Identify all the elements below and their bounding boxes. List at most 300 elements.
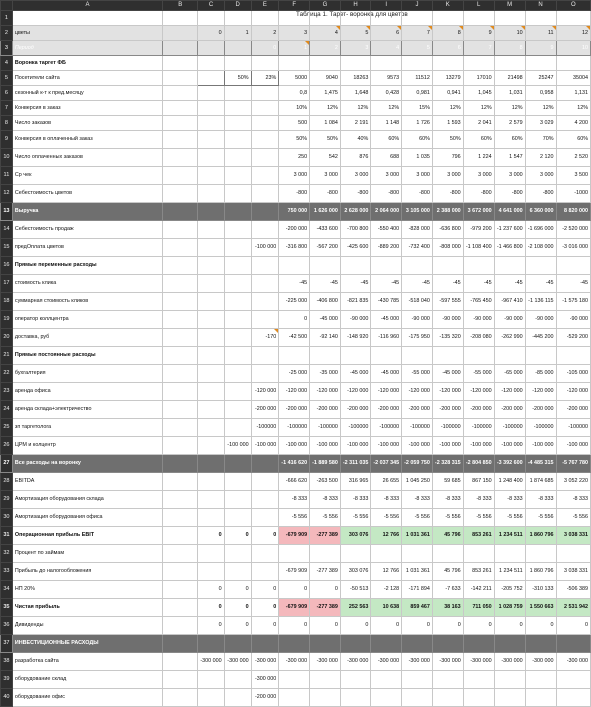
value-cell[interactable]: [163, 563, 198, 581]
value-cell[interactable]: -45: [525, 275, 556, 293]
value-cell[interactable]: -967 410: [494, 293, 525, 311]
value-cell[interactable]: -100 000: [251, 437, 279, 455]
value-cell[interactable]: -679 909: [279, 527, 310, 545]
value-cell[interactable]: -45 000: [310, 311, 341, 329]
value-cell[interactable]: [224, 689, 251, 707]
row-header[interactable]: 14: [1, 221, 13, 239]
value-cell[interactable]: [163, 689, 198, 707]
value-cell[interactable]: [198, 689, 224, 707]
value-cell[interactable]: 8: [432, 26, 463, 41]
value-cell[interactable]: 1: [279, 41, 310, 56]
value-cell[interactable]: -45 000: [371, 365, 402, 383]
value-cell[interactable]: 1 084: [310, 116, 341, 131]
value-cell[interactable]: -5 556: [525, 509, 556, 527]
value-cell[interactable]: 1: [224, 26, 251, 41]
value-cell[interactable]: -2 328 315: [432, 455, 463, 473]
value-cell[interactable]: 0: [224, 527, 251, 545]
row-label-cell[interactable]: ЦРМ и колцентр: [12, 437, 162, 455]
value-cell[interactable]: [163, 311, 198, 329]
value-cell[interactable]: [251, 275, 279, 293]
row-label-cell[interactable]: Прямые постоянные расходы: [12, 347, 162, 365]
value-cell[interactable]: [198, 401, 224, 419]
value-cell[interactable]: -5 556: [494, 509, 525, 527]
value-cell[interactable]: [340, 347, 370, 365]
value-cell[interactable]: [525, 347, 556, 365]
value-cell[interactable]: -200 000: [402, 401, 433, 419]
row-header[interactable]: 5: [1, 71, 13, 86]
value-cell[interactable]: -90 000: [432, 311, 463, 329]
column-header[interactable]: L: [463, 1, 494, 11]
value-cell[interactable]: -518 040: [402, 293, 433, 311]
column-header[interactable]: J: [402, 1, 433, 11]
value-cell[interactable]: [463, 257, 494, 275]
value-cell[interactable]: [163, 329, 198, 347]
value-cell[interactable]: -200 000: [251, 689, 279, 707]
value-cell[interactable]: 4 641 000: [494, 203, 525, 221]
row-label-cell[interactable]: ИНВЕСТИЦИОННЫЕ РАСХОДЫ: [12, 635, 162, 653]
row-header[interactable]: 31: [1, 527, 13, 545]
value-cell[interactable]: [340, 257, 370, 275]
value-cell[interactable]: [198, 11, 224, 26]
value-cell[interactable]: [556, 671, 590, 689]
value-cell[interactable]: [198, 419, 224, 437]
value-cell[interactable]: 45 796: [432, 563, 463, 581]
value-cell[interactable]: 10 638: [371, 599, 402, 617]
row-header[interactable]: 26: [1, 437, 13, 455]
row-label-cell[interactable]: оператор коллцентра: [12, 311, 162, 329]
row-label-cell[interactable]: стоимость клика: [12, 275, 162, 293]
value-cell[interactable]: 0,941: [432, 86, 463, 101]
value-cell[interactable]: -100 000: [371, 437, 402, 455]
value-cell[interactable]: 8: [494, 41, 525, 56]
value-cell[interactable]: [198, 41, 224, 56]
row-header[interactable]: 28: [1, 473, 13, 491]
value-cell[interactable]: -90 000: [340, 311, 370, 329]
value-cell[interactable]: [432, 56, 463, 71]
value-cell[interactable]: -100 000: [224, 437, 251, 455]
value-cell[interactable]: 7: [463, 41, 494, 56]
value-cell[interactable]: 853 261: [463, 527, 494, 545]
value-cell[interactable]: [402, 671, 433, 689]
value-cell[interactable]: 2 041: [463, 116, 494, 131]
value-cell[interactable]: -8 333: [525, 491, 556, 509]
value-cell[interactable]: -700 800: [340, 221, 370, 239]
value-cell[interactable]: -300 000: [463, 653, 494, 671]
value-cell[interactable]: 1 031 361: [402, 527, 433, 545]
row-header[interactable]: 3: [1, 41, 13, 56]
value-cell[interactable]: 0: [198, 617, 224, 635]
value-cell[interactable]: [224, 383, 251, 401]
value-cell[interactable]: [198, 185, 224, 203]
value-cell[interactable]: -90 000: [556, 311, 590, 329]
value-cell[interactable]: [251, 365, 279, 383]
value-cell[interactable]: -2 311 035: [340, 455, 370, 473]
value-cell[interactable]: [251, 545, 279, 563]
value-cell[interactable]: [402, 635, 433, 653]
value-cell[interactable]: [224, 275, 251, 293]
value-cell[interactable]: -45: [340, 275, 370, 293]
value-cell[interactable]: 3 000: [525, 167, 556, 185]
value-cell[interactable]: [463, 671, 494, 689]
value-cell[interactable]: 867 150: [463, 473, 494, 491]
value-cell[interactable]: [163, 437, 198, 455]
value-cell[interactable]: [198, 131, 224, 149]
value-cell[interactable]: [251, 311, 279, 329]
value-cell[interactable]: -979 200: [463, 221, 494, 239]
value-cell[interactable]: [224, 11, 251, 26]
value-cell[interactable]: -45 000: [432, 365, 463, 383]
value-cell[interactable]: -5 556: [556, 509, 590, 527]
value-cell[interactable]: -100000: [494, 419, 525, 437]
row-label-cell[interactable]: Период: [12, 41, 162, 56]
value-cell[interactable]: 1 234 511: [494, 527, 525, 545]
value-cell[interactable]: -300 000: [251, 653, 279, 671]
value-cell[interactable]: [198, 509, 224, 527]
row-label-cell[interactable]: предОплата цветов: [12, 239, 162, 257]
value-cell[interactable]: [279, 671, 310, 689]
value-cell[interactable]: [198, 455, 224, 473]
value-cell[interactable]: 0,8: [279, 86, 310, 101]
value-cell[interactable]: 0: [198, 527, 224, 545]
value-cell[interactable]: -636 800: [432, 221, 463, 239]
value-cell[interactable]: [340, 11, 370, 26]
value-cell[interactable]: [251, 185, 279, 203]
value-cell[interactable]: -200 000: [310, 401, 341, 419]
value-cell[interactable]: [163, 26, 198, 41]
value-cell[interactable]: [556, 56, 590, 71]
value-cell[interactable]: -200 000: [556, 401, 590, 419]
value-cell[interactable]: 2 388 000: [432, 203, 463, 221]
value-cell[interactable]: [224, 239, 251, 257]
value-cell[interactable]: [224, 257, 251, 275]
value-cell[interactable]: -800: [494, 185, 525, 203]
value-cell[interactable]: [371, 635, 402, 653]
value-cell[interactable]: -85 000: [525, 365, 556, 383]
row-header[interactable]: 34: [1, 581, 13, 599]
value-cell[interactable]: [432, 257, 463, 275]
value-cell[interactable]: [163, 545, 198, 563]
value-cell[interactable]: 3 000: [402, 167, 433, 185]
value-cell[interactable]: -45 000: [371, 311, 402, 329]
value-cell[interactable]: 2 579: [494, 116, 525, 131]
value-cell[interactable]: -100 000: [310, 437, 341, 455]
select-all-corner[interactable]: [1, 1, 13, 11]
value-cell[interactable]: 60%: [494, 131, 525, 149]
value-cell[interactable]: [556, 689, 590, 707]
value-cell[interactable]: 688: [371, 149, 402, 167]
value-cell[interactable]: -45: [402, 275, 433, 293]
value-cell[interactable]: [556, 11, 590, 26]
row-header[interactable]: 20: [1, 329, 13, 347]
value-cell[interactable]: [371, 56, 402, 71]
value-cell[interactable]: 3: [279, 26, 310, 41]
value-cell[interactable]: -200 000: [371, 401, 402, 419]
value-cell[interactable]: [198, 635, 224, 653]
value-cell[interactable]: [371, 257, 402, 275]
row-label-cell[interactable]: Дивиденды: [12, 617, 162, 635]
row-header[interactable]: 23: [1, 383, 13, 401]
value-cell[interactable]: -120 000: [432, 383, 463, 401]
value-cell[interactable]: 38 163: [432, 599, 463, 617]
value-cell[interactable]: -828 000: [402, 221, 433, 239]
value-cell[interactable]: -2 037 345: [371, 455, 402, 473]
value-cell[interactable]: -1 416 620: [279, 455, 310, 473]
value-cell[interactable]: [251, 86, 279, 101]
value-cell[interactable]: [525, 56, 556, 71]
value-cell[interactable]: 316 965: [340, 473, 370, 491]
value-cell[interactable]: 3 029: [525, 116, 556, 131]
value-cell[interactable]: 3 000: [463, 167, 494, 185]
value-cell[interactable]: [494, 347, 525, 365]
value-cell[interactable]: -200 000: [340, 401, 370, 419]
value-cell[interactable]: 252 563: [340, 599, 370, 617]
value-cell[interactable]: 1 224: [463, 149, 494, 167]
value-cell[interactable]: [163, 509, 198, 527]
value-cell[interactable]: -100 000: [494, 437, 525, 455]
value-cell[interactable]: [310, 671, 341, 689]
value-cell[interactable]: -225 000: [279, 293, 310, 311]
value-cell[interactable]: 1 726: [402, 116, 433, 131]
value-cell[interactable]: 45 796: [432, 527, 463, 545]
value-cell[interactable]: [224, 329, 251, 347]
value-cell[interactable]: [198, 56, 224, 71]
value-cell[interactable]: -5 556: [340, 509, 370, 527]
value-cell[interactable]: [163, 149, 198, 167]
value-cell[interactable]: 12%: [463, 101, 494, 116]
value-cell[interactable]: -100 000: [463, 437, 494, 455]
value-cell[interactable]: -1000: [556, 185, 590, 203]
value-cell[interactable]: -5 556: [402, 509, 433, 527]
value-cell[interactable]: -92 140: [310, 329, 341, 347]
value-cell[interactable]: 7: [402, 26, 433, 41]
value-cell[interactable]: [224, 635, 251, 653]
row-label-cell[interactable]: Себестоимость продаж: [12, 221, 162, 239]
value-cell[interactable]: 0: [279, 581, 310, 599]
value-cell[interactable]: [279, 56, 310, 71]
value-cell[interactable]: -262 990: [494, 329, 525, 347]
value-cell[interactable]: -800: [340, 185, 370, 203]
value-cell[interactable]: -1 696 000: [525, 221, 556, 239]
row-header[interactable]: 1: [1, 11, 13, 26]
value-cell[interactable]: -200 000: [525, 401, 556, 419]
value-cell[interactable]: 0,428: [371, 86, 402, 101]
value-cell[interactable]: 0: [432, 617, 463, 635]
value-cell[interactable]: [224, 56, 251, 71]
value-cell[interactable]: 3 000: [310, 167, 341, 185]
value-cell[interactable]: -200 000: [251, 401, 279, 419]
value-cell[interactable]: [163, 347, 198, 365]
value-cell[interactable]: 0: [310, 617, 341, 635]
value-cell[interactable]: 1 860 796: [525, 563, 556, 581]
value-cell[interactable]: -35 000: [310, 365, 341, 383]
value-cell[interactable]: [279, 635, 310, 653]
value-cell[interactable]: [163, 401, 198, 419]
value-cell[interactable]: [494, 257, 525, 275]
value-cell[interactable]: 5: [402, 41, 433, 56]
value-cell[interactable]: [163, 257, 198, 275]
value-cell[interactable]: 40%: [340, 131, 370, 149]
value-cell[interactable]: [163, 131, 198, 149]
column-header[interactable]: H: [340, 1, 370, 11]
column-header[interactable]: K: [432, 1, 463, 11]
value-cell[interactable]: 5000: [279, 71, 310, 86]
value-cell[interactable]: -45: [432, 275, 463, 293]
column-header[interactable]: D: [224, 1, 251, 11]
value-cell[interactable]: 0: [198, 26, 224, 41]
row-label-cell[interactable]: Операционная прибыль EBIT: [12, 527, 162, 545]
value-cell[interactable]: [163, 221, 198, 239]
value-cell[interactable]: [251, 116, 279, 131]
value-cell[interactable]: [463, 545, 494, 563]
value-cell[interactable]: 1 234 511: [494, 563, 525, 581]
value-cell[interactable]: [402, 545, 433, 563]
value-cell[interactable]: -205 752: [494, 581, 525, 599]
value-cell[interactable]: 3 105 000: [402, 203, 433, 221]
value-cell[interactable]: -666 620: [279, 473, 310, 491]
value-cell[interactable]: [525, 635, 556, 653]
value-cell[interactable]: -425 600: [340, 239, 370, 257]
value-cell[interactable]: [198, 293, 224, 311]
value-cell[interactable]: [432, 11, 463, 26]
value-cell[interactable]: 13279: [432, 71, 463, 86]
row-header[interactable]: 27: [1, 455, 13, 473]
value-cell[interactable]: [340, 545, 370, 563]
value-cell[interactable]: [494, 11, 525, 26]
value-cell[interactable]: 8 820 000: [556, 203, 590, 221]
value-cell[interactable]: [251, 11, 279, 26]
value-cell[interactable]: -300 000: [525, 653, 556, 671]
value-cell[interactable]: -90 000: [402, 311, 433, 329]
value-cell[interactable]: -100000: [463, 419, 494, 437]
value-cell[interactable]: [402, 347, 433, 365]
row-label-cell[interactable]: EBITDA: [12, 473, 162, 491]
column-header[interactable]: B: [163, 1, 198, 11]
value-cell[interactable]: [251, 293, 279, 311]
value-cell[interactable]: [224, 671, 251, 689]
value-cell[interactable]: -8 333: [279, 491, 310, 509]
value-cell[interactable]: 12: [556, 26, 590, 41]
value-cell[interactable]: 1 860 796: [525, 527, 556, 545]
column-header[interactable]: M: [494, 1, 525, 11]
value-cell[interactable]: 3: [340, 41, 370, 56]
value-cell[interactable]: [224, 347, 251, 365]
value-cell[interactable]: [494, 545, 525, 563]
row-label-cell[interactable]: Амортизация оборудования офиса: [12, 509, 162, 527]
row-header[interactable]: 9: [1, 131, 13, 149]
value-cell[interactable]: -506 389: [556, 581, 590, 599]
row-label-cell[interactable]: разработка сайта: [12, 653, 162, 671]
value-cell[interactable]: 0: [279, 311, 310, 329]
value-cell[interactable]: 12%: [310, 101, 341, 116]
value-cell[interactable]: [463, 689, 494, 707]
value-cell[interactable]: -100 000: [279, 437, 310, 455]
value-cell[interactable]: -100000: [371, 419, 402, 437]
value-cell[interactable]: 1 031 361: [402, 563, 433, 581]
value-cell[interactable]: -732 400: [402, 239, 433, 257]
value-cell[interactable]: [163, 116, 198, 131]
value-cell[interactable]: 0: [224, 617, 251, 635]
value-cell[interactable]: 60%: [371, 131, 402, 149]
value-cell[interactable]: [525, 257, 556, 275]
value-cell[interactable]: 10%: [279, 101, 310, 116]
value-cell[interactable]: 4 200: [556, 116, 590, 131]
value-cell[interactable]: -8 333: [340, 491, 370, 509]
value-cell[interactable]: [224, 509, 251, 527]
value-cell[interactable]: -1 466 800: [494, 239, 525, 257]
value-cell[interactable]: -120 000: [525, 383, 556, 401]
value-cell[interactable]: [163, 671, 198, 689]
row-label-cell[interactable]: Ср чек: [12, 167, 162, 185]
value-cell[interactable]: 12%: [525, 101, 556, 116]
value-cell[interactable]: [224, 293, 251, 311]
value-cell[interactable]: [494, 56, 525, 71]
value-cell[interactable]: 3 038 331: [556, 527, 590, 545]
value-cell[interactable]: [224, 116, 251, 131]
row-label-cell[interactable]: бухгалтерия: [12, 365, 162, 383]
value-cell[interactable]: -300 000: [432, 653, 463, 671]
value-cell[interactable]: [198, 221, 224, 239]
value-cell[interactable]: 1 626 000: [310, 203, 341, 221]
value-cell[interactable]: [402, 56, 433, 71]
value-cell[interactable]: -300 000: [556, 653, 590, 671]
value-cell[interactable]: [251, 563, 279, 581]
value-cell[interactable]: [224, 455, 251, 473]
value-cell[interactable]: -100000: [402, 419, 433, 437]
value-cell[interactable]: 9573: [371, 71, 402, 86]
value-cell[interactable]: -300 000: [494, 653, 525, 671]
value-cell[interactable]: [163, 635, 198, 653]
value-cell[interactable]: -100000: [279, 419, 310, 437]
value-cell[interactable]: [198, 257, 224, 275]
value-cell[interactable]: 0: [224, 581, 251, 599]
value-cell[interactable]: [251, 347, 279, 365]
value-cell[interactable]: -135 320: [432, 329, 463, 347]
value-cell[interactable]: -120 000: [340, 383, 370, 401]
value-cell[interactable]: -300 000: [198, 653, 224, 671]
value-cell[interactable]: -208 080: [463, 329, 494, 347]
value-cell[interactable]: -529 200: [556, 329, 590, 347]
value-cell[interactable]: [402, 11, 433, 26]
column-header[interactable]: A: [12, 1, 162, 11]
value-cell[interactable]: [163, 383, 198, 401]
value-cell[interactable]: [340, 635, 370, 653]
value-cell[interactable]: [432, 635, 463, 653]
value-cell[interactable]: [163, 617, 198, 635]
value-cell[interactable]: [198, 563, 224, 581]
value-cell[interactable]: 25247: [525, 71, 556, 86]
value-cell[interactable]: [163, 599, 198, 617]
value-cell[interactable]: -300 000: [251, 671, 279, 689]
value-cell[interactable]: -300 000: [340, 653, 370, 671]
value-cell[interactable]: -100000: [525, 419, 556, 437]
value-cell[interactable]: [251, 101, 279, 116]
row-label-cell[interactable]: цветы: [12, 26, 162, 41]
value-cell[interactable]: 1 248 400: [494, 473, 525, 491]
value-cell[interactable]: 750 000: [279, 203, 310, 221]
column-header[interactable]: F: [279, 1, 310, 11]
row-label-cell[interactable]: оборудование офис: [12, 689, 162, 707]
value-cell[interactable]: [224, 491, 251, 509]
value-cell[interactable]: -8 333: [371, 491, 402, 509]
value-cell[interactable]: -8 333: [463, 491, 494, 509]
value-cell[interactable]: -45: [494, 275, 525, 293]
value-cell[interactable]: -300 000: [279, 653, 310, 671]
row-header[interactable]: 22: [1, 365, 13, 383]
value-cell[interactable]: 0: [251, 527, 279, 545]
value-cell[interactable]: -120 000: [402, 383, 433, 401]
value-cell[interactable]: -3 392 600: [494, 455, 525, 473]
value-cell[interactable]: -1 108 400: [463, 239, 494, 257]
